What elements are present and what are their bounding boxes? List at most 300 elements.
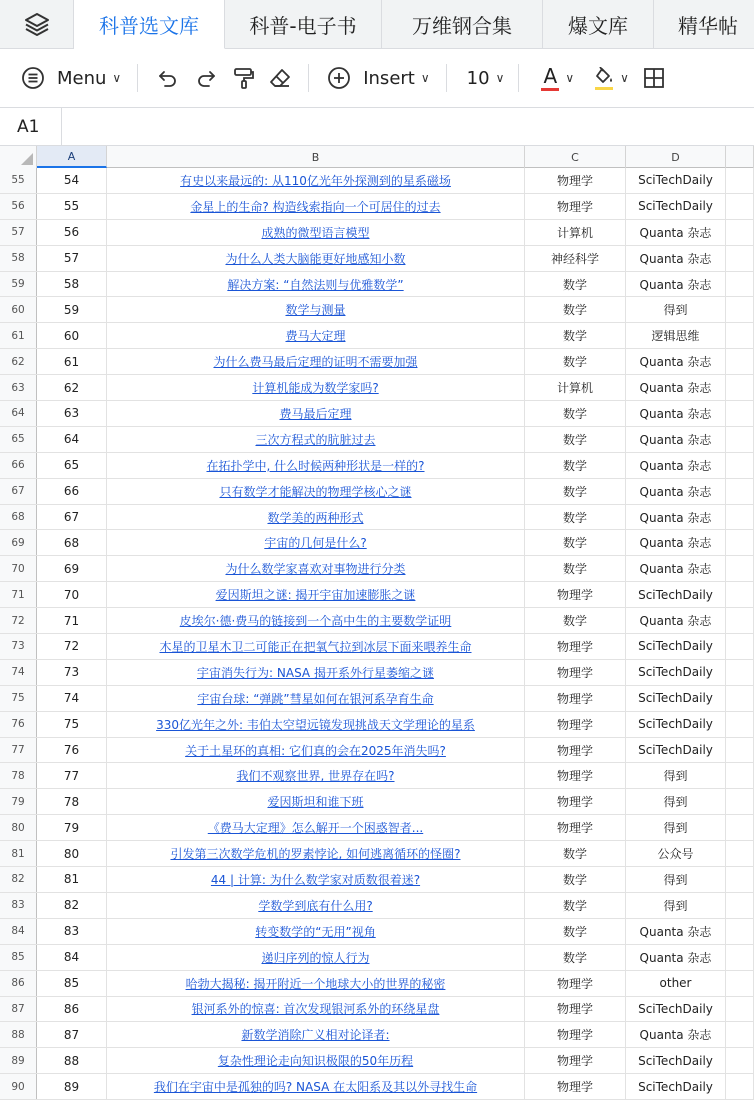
cell-d[interactable]: 公众号 (626, 841, 726, 866)
cell-d[interactable]: Quanta 杂志 (626, 401, 726, 426)
column-header-d[interactable]: D (626, 146, 726, 168)
row-number[interactable]: 56 (0, 194, 37, 219)
article-link[interactable]: 学数学到底有什么用? (258, 898, 373, 913)
cell-b[interactable] (107, 634, 525, 659)
article-link[interactable]: 数学与测量 (285, 303, 346, 318)
row-number[interactable]: 76 (0, 712, 37, 737)
cell-e[interactable] (726, 1048, 754, 1073)
cell-d[interactable]: other (626, 971, 726, 996)
tab-sheet-3[interactable]: 万维钢合集 (382, 0, 543, 48)
formula-input[interactable] (62, 108, 754, 146)
cell-a[interactable]: 65 (37, 453, 107, 478)
table-row (0, 867, 754, 893)
row-number[interactable]: 62 (0, 349, 37, 374)
cell-a[interactable]: 66 (37, 479, 107, 504)
row-number[interactable]: 79 (0, 789, 37, 814)
cell-a[interactable]: 86 (37, 997, 107, 1022)
row-number[interactable]: 81 (0, 841, 37, 866)
row-number[interactable]: 61 (0, 323, 37, 348)
cell-a[interactable]: 87 (37, 1022, 107, 1047)
toolbar-divider (518, 64, 519, 92)
article-link[interactable]: 在拓扑学中, 什么时候两种形状是一样的? (206, 458, 425, 473)
article-link[interactable]: 解决方案: “自然法则与优雅数学” (227, 277, 404, 292)
cell-b[interactable] (107, 272, 525, 297)
article-link[interactable]: 有史以来最远的: 从110亿光年外探测到的星系磁场 (180, 173, 451, 188)
cell-b[interactable] (107, 893, 525, 918)
cell-b[interactable] (107, 945, 525, 970)
cell-a[interactable]: 88 (37, 1048, 107, 1073)
cell-b[interactable] (107, 608, 525, 633)
cell-b[interactable] (107, 401, 525, 426)
row-number[interactable]: 58 (0, 246, 37, 271)
clear-format-button[interactable] (268, 58, 292, 98)
cell-c[interactable]: 数学 (525, 453, 626, 478)
cell-b[interactable] (107, 427, 525, 452)
cell-d[interactable]: Quanta 杂志 (626, 1022, 726, 1047)
cell-e[interactable] (726, 919, 754, 944)
cell-d[interactable]: Quanta 杂志 (626, 505, 726, 530)
cell-c[interactable]: 物理学 (525, 686, 626, 711)
article-link[interactable]: 为什么费马最后定理的证明不需要加强 (213, 355, 418, 370)
table-row (0, 582, 754, 608)
article-link[interactable]: 三次方程式的肮脏过去 (255, 432, 376, 447)
cell-a[interactable]: 85 (37, 971, 107, 996)
cell-b[interactable] (107, 375, 525, 400)
tab-sheet-2[interactable]: 科普-电子书 (225, 0, 382, 48)
table-row (0, 686, 754, 712)
cell-reference-box[interactable]: A1 (0, 108, 62, 146)
cell-a[interactable]: 84 (37, 945, 107, 970)
cell-e[interactable] (726, 323, 754, 348)
row-number[interactable]: 82 (0, 867, 37, 892)
cell-c[interactable]: 物理学 (525, 582, 626, 607)
cell-d[interactable]: SciTechDaily (626, 686, 726, 711)
table-row (0, 1022, 754, 1048)
cell-b[interactable] (107, 763, 525, 788)
column-header-e[interactable] (726, 146, 754, 168)
article-link[interactable]: 转变数学的“无用”视角 (255, 924, 376, 939)
row-number[interactable]: 86 (0, 971, 37, 996)
cell-d[interactable]: Quanta 杂志 (626, 556, 726, 581)
row-number[interactable]: 64 (0, 401, 37, 426)
article-link[interactable]: 费马最后定理 (279, 406, 352, 421)
fill-color-swatch (595, 87, 613, 90)
table-row (0, 841, 754, 867)
redo-button[interactable] (194, 58, 218, 98)
cell-d[interactable]: SciTechDaily (626, 712, 726, 737)
cell-c[interactable]: 数学 (525, 297, 626, 322)
cell-a[interactable]: 74 (37, 686, 107, 711)
cell-e[interactable] (726, 686, 754, 711)
cell-c[interactable]: 神经科学 (525, 246, 626, 271)
cell-a[interactable]: 55 (37, 194, 107, 219)
cell-d[interactable]: SciTechDaily (626, 1048, 726, 1073)
cell-b[interactable] (107, 660, 525, 685)
cell-e[interactable] (726, 479, 754, 504)
cell-a[interactable]: 75 (37, 712, 107, 737)
cell-c[interactable]: 物理学 (525, 815, 626, 840)
cell-c[interactable]: 物理学 (525, 634, 626, 659)
cell-a[interactable]: 72 (37, 634, 107, 659)
cell-b[interactable] (107, 738, 525, 763)
table-row (0, 763, 754, 789)
table-row (0, 971, 754, 997)
cell-d[interactable]: Quanta 杂志 (626, 945, 726, 970)
article-link[interactable]: 复杂性理论走向知识极限的50年历程 (217, 1054, 414, 1069)
row-number[interactable]: 83 (0, 893, 37, 918)
cell-e[interactable] (726, 945, 754, 970)
font-size-select[interactable] (467, 58, 505, 98)
table-row (0, 789, 754, 815)
cell-b[interactable] (107, 479, 525, 504)
cell-a[interactable]: 89 (37, 1074, 107, 1099)
cell-c[interactable]: 数学 (525, 867, 626, 892)
fill-color-button[interactable] (594, 58, 629, 98)
cell-a[interactable]: 83 (37, 919, 107, 944)
row-number[interactable]: 78 (0, 763, 37, 788)
article-link[interactable]: 成熟的微型语言模型 (261, 225, 370, 240)
cell-c[interactable]: 计算机 (525, 220, 626, 245)
cell-d[interactable]: Quanta 杂志 (626, 246, 726, 271)
table-row (0, 997, 754, 1023)
cell-d[interactable]: 得到 (626, 789, 726, 814)
cell-a[interactable]: 67 (37, 505, 107, 530)
cell-b[interactable] (107, 686, 525, 711)
article-link[interactable]: 我们在宇宙中是孤独的吗? NASA 在太阳系及其以外寻找生命 (153, 1080, 478, 1095)
article-link[interactable]: 330亿光年之外: 韦伯太空望远镜发现挑战天文学理论的星系 (156, 717, 475, 732)
cell-e[interactable] (726, 556, 754, 581)
table-row (0, 220, 754, 246)
cell-e[interactable] (726, 427, 754, 452)
cell-c[interactable]: 物理学 (525, 1048, 626, 1073)
table-row (0, 272, 754, 298)
cell-c[interactable]: 数学 (525, 841, 626, 866)
cell-a[interactable]: 60 (37, 323, 107, 348)
cell-d[interactable]: Quanta 杂志 (626, 349, 726, 374)
cell-d[interactable]: Quanta 杂志 (626, 272, 726, 297)
cell-c[interactable]: 物理学 (525, 660, 626, 685)
cell-e[interactable] (726, 634, 754, 659)
cell-a[interactable]: 76 (37, 738, 107, 763)
cell-d[interactable]: 得到 (626, 763, 726, 788)
article-link[interactable]: 银河系外的惊喜: 首次发现银河系外的环绕星盘 (191, 1002, 440, 1017)
cell-a[interactable]: 54 (37, 168, 107, 193)
table-row (0, 634, 754, 660)
cell-e[interactable] (726, 375, 754, 400)
article-link[interactable]: 费马大定理 (285, 329, 346, 344)
cell-e[interactable] (726, 453, 754, 478)
cell-d[interactable]: 得到 (626, 815, 726, 840)
article-link[interactable]: 宇宙台球: “弹跳”彗星如何在银河系孕育生命 (197, 691, 434, 706)
row-number[interactable]: 90 (0, 1074, 37, 1099)
cell-e[interactable] (726, 867, 754, 892)
row-number[interactable]: 80 (0, 815, 37, 840)
table-row (0, 479, 754, 505)
cell-d[interactable]: Quanta 杂志 (626, 919, 726, 944)
row-number[interactable]: 67 (0, 479, 37, 504)
cell-c[interactable]: 数学 (525, 893, 626, 918)
cell-a[interactable]: 68 (37, 530, 107, 555)
cell-c[interactable]: 物理学 (525, 738, 626, 763)
cell-e[interactable] (726, 1074, 754, 1099)
cell-e[interactable] (726, 1022, 754, 1047)
paint-roller-icon (232, 66, 256, 90)
article-link[interactable]: 《费马大定理》怎么解开一个困惑智者... (207, 821, 424, 836)
menu-button[interactable] (21, 58, 121, 98)
article-link[interactable]: 递归序列的惊人行为 (261, 950, 370, 965)
cell-d[interactable]: Quanta 杂志 (626, 375, 726, 400)
borders-button[interactable] (643, 58, 665, 98)
cell-b[interactable] (107, 530, 525, 555)
cell-a[interactable]: 71 (37, 608, 107, 633)
cell-a[interactable]: 64 (37, 427, 107, 452)
cell-c[interactable]: 数学 (525, 530, 626, 555)
cell-e[interactable] (726, 530, 754, 555)
cell-d[interactable]: 得到 (626, 867, 726, 892)
row-number[interactable]: 75 (0, 686, 37, 711)
article-link[interactable]: 新数学消除广义相对论译者: (241, 1028, 390, 1043)
undo-icon (156, 66, 180, 90)
row-number[interactable]: 60 (0, 297, 37, 322)
tab-sheet-1[interactable]: 科普选文库 (74, 0, 225, 49)
article-link[interactable]: 金星上的生命? 构造线索指向一个可居住的过去 (190, 199, 441, 214)
cell-a[interactable]: 78 (37, 789, 107, 814)
cell-b[interactable] (107, 712, 525, 737)
cell-d[interactable]: SciTechDaily (626, 168, 726, 193)
row-number[interactable]: 71 (0, 582, 37, 607)
cell-d[interactable]: SciTechDaily (626, 634, 726, 659)
row-number[interactable]: 77 (0, 738, 37, 763)
cell-d[interactable]: 得到 (626, 893, 726, 918)
cell-c[interactable]: 数学 (525, 608, 626, 633)
column-header-b[interactable]: B (107, 146, 525, 168)
format-painter-button[interactable] (232, 58, 256, 98)
cell-d[interactable]: Quanta 杂志 (626, 453, 726, 478)
layers-app-button[interactable] (0, 0, 74, 48)
undo-button[interactable] (156, 58, 180, 98)
cell-c[interactable]: 物理学 (525, 763, 626, 788)
cell-c[interactable]: 物理学 (525, 168, 626, 193)
cell-d[interactable]: Quanta 杂志 (626, 608, 726, 633)
cell-b[interactable] (107, 556, 525, 581)
row-number[interactable]: 73 (0, 634, 37, 659)
row-number[interactable]: 59 (0, 272, 37, 297)
row-number[interactable]: 70 (0, 556, 37, 581)
cell-a[interactable]: 82 (37, 893, 107, 918)
cell-a[interactable]: 58 (37, 272, 107, 297)
cell-c[interactable]: 物理学 (525, 789, 626, 814)
cell-c[interactable]: 物理学 (525, 1074, 626, 1099)
cell-b[interactable] (107, 1048, 525, 1073)
article-link[interactable]: 为什么人类大脑能更好地感知小数 (225, 251, 406, 266)
cell-e[interactable] (726, 997, 754, 1022)
sheet-tab-bar (0, 0, 754, 49)
cell-d[interactable]: SciTechDaily (626, 660, 726, 685)
cell-b[interactable] (107, 349, 525, 374)
text-color-button[interactable] (541, 58, 574, 98)
article-link[interactable]: 我们不观察世界, 世界存在吗? (236, 769, 395, 784)
article-link[interactable]: 木星的卫星木卫二可能正在把氧气拉到冰层下面来喂养生命 (159, 639, 472, 654)
cell-b[interactable] (107, 1074, 525, 1099)
column-header-c[interactable]: C (525, 146, 626, 168)
cell-c[interactable]: 数学 (525, 945, 626, 970)
cell-c[interactable]: 数学 (525, 479, 626, 504)
row-number[interactable]: 68 (0, 505, 37, 530)
row-number[interactable]: 89 (0, 1048, 37, 1073)
row-number[interactable]: 74 (0, 660, 37, 685)
row-number[interactable]: 63 (0, 375, 37, 400)
column-header-a[interactable]: A (37, 146, 107, 168)
cell-c[interactable]: 数学 (525, 505, 626, 530)
cell-a[interactable]: 57 (37, 246, 107, 271)
cell-d[interactable]: Quanta 杂志 (626, 220, 726, 245)
cell-e[interactable] (726, 168, 754, 193)
cell-e[interactable] (726, 582, 754, 607)
cell-a[interactable]: 62 (37, 375, 107, 400)
cell-c[interactable]: 物理学 (525, 712, 626, 737)
cell-e[interactable] (726, 763, 754, 788)
cell-e[interactable] (726, 712, 754, 737)
cell-b[interactable] (107, 815, 525, 840)
cell-c[interactable]: 数学 (525, 323, 626, 348)
cell-c[interactable]: 物理学 (525, 997, 626, 1022)
article-link[interactable]: 哈勃大揭秘: 揭开附近一个地球大小的世界的秘密 (185, 976, 446, 991)
row-number[interactable]: 84 (0, 919, 37, 944)
cell-e[interactable] (726, 660, 754, 685)
cell-a[interactable]: 69 (37, 556, 107, 581)
row-number[interactable]: 69 (0, 530, 37, 555)
cell-b[interactable] (107, 194, 525, 219)
cell-e[interactable] (726, 272, 754, 297)
cell-b[interactable] (107, 220, 525, 245)
cell-c[interactable]: 数学 (525, 272, 626, 297)
cell-d[interactable]: Quanta 杂志 (626, 530, 726, 555)
cell-c[interactable]: 物理学 (525, 1022, 626, 1047)
row-number[interactable]: 66 (0, 453, 37, 478)
cell-c[interactable]: 数学 (525, 401, 626, 426)
row-number[interactable]: 87 (0, 997, 37, 1022)
cell-c[interactable]: 数学 (525, 427, 626, 452)
cell-b[interactable] (107, 789, 525, 814)
cell-e[interactable] (726, 608, 754, 633)
table-row (0, 556, 754, 582)
cell-a[interactable]: 59 (37, 297, 107, 322)
cell-b[interactable] (107, 505, 525, 530)
row-number[interactable]: 55 (0, 168, 37, 193)
article-link[interactable]: 爱因斯坦和谁下班 (267, 795, 364, 810)
cell-c[interactable]: 计算机 (525, 375, 626, 400)
cell-e[interactable] (726, 738, 754, 763)
cell-a[interactable]: 77 (37, 763, 107, 788)
cell-b[interactable] (107, 582, 525, 607)
table-row (0, 919, 754, 945)
article-link[interactable]: 只有数学才能解决的物理学核心之谜 (219, 484, 412, 499)
cell-d[interactable]: Quanta 杂志 (626, 427, 726, 452)
cell-b[interactable] (107, 971, 525, 996)
cell-d[interactable]: SciTechDaily (626, 194, 726, 219)
row-number[interactable]: 65 (0, 427, 37, 452)
cell-b[interactable] (107, 453, 525, 478)
cell-d[interactable]: Quanta 杂志 (626, 479, 726, 504)
cell-b[interactable] (107, 297, 525, 322)
cell-a[interactable]: 73 (37, 660, 107, 685)
cell-d[interactable]: 逻辑思维 (626, 323, 726, 348)
article-link[interactable]: 爱因斯坦之谜: 揭开宇宙加速膨胀之谜 (215, 588, 416, 603)
article-link[interactable]: 44 | 计算: 为什么数学家对质数很着迷? (210, 872, 421, 887)
cell-b[interactable] (107, 1022, 525, 1047)
article-link[interactable]: 皮埃尔·德·费马的链接到一个高中生的主要数学证明 (179, 614, 452, 629)
cell-a[interactable]: 56 (37, 220, 107, 245)
article-link[interactable]: 计算机能成为数学家吗? (252, 381, 379, 396)
cell-b[interactable] (107, 867, 525, 892)
cell-e[interactable] (726, 349, 754, 374)
cell-d[interactable]: SciTechDaily (626, 997, 726, 1022)
select-all-corner[interactable] (0, 146, 37, 168)
cell-a[interactable]: 81 (37, 867, 107, 892)
cell-c[interactable]: 数学 (525, 556, 626, 581)
redo-icon (194, 66, 218, 90)
article-link[interactable]: 关于土星环的真相: 它们真的会在2025年消失吗? (185, 743, 446, 758)
table-row (0, 608, 754, 634)
article-link[interactable]: 数学美的两种形式 (267, 510, 364, 525)
cell-e[interactable] (726, 220, 754, 245)
cell-b[interactable] (107, 919, 525, 944)
cell-b[interactable] (107, 841, 525, 866)
tab-sheet-5[interactable]: 精华帖 (678, 13, 738, 38)
cell-a[interactable]: 80 (37, 841, 107, 866)
cell-a[interactable]: 79 (37, 815, 107, 840)
article-link[interactable]: 宇宙的几何是什么? (264, 536, 367, 551)
cell-d[interactable]: SciTechDaily (626, 582, 726, 607)
insert-button[interactable] (327, 58, 429, 98)
borders-icon (643, 67, 665, 89)
row-number[interactable]: 72 (0, 608, 37, 633)
cell-e[interactable] (726, 893, 754, 918)
cell-e[interactable] (726, 246, 754, 271)
cell-b[interactable] (107, 168, 525, 193)
cell-c[interactable]: 物理学 (525, 194, 626, 219)
cell-e[interactable] (726, 815, 754, 840)
row-number[interactable]: 88 (0, 1022, 37, 1047)
cell-e[interactable] (726, 971, 754, 996)
cell-a[interactable]: 61 (37, 349, 107, 374)
cell-a[interactable]: 63 (37, 401, 107, 426)
cell-d[interactable]: SciTechDaily (626, 738, 726, 763)
cell-e[interactable] (726, 841, 754, 866)
cell-e[interactable] (726, 401, 754, 426)
table-row (0, 1074, 754, 1100)
cell-e[interactable] (726, 789, 754, 814)
cell-e[interactable] (726, 194, 754, 219)
row-number[interactable]: 57 (0, 220, 37, 245)
cell-b[interactable] (107, 997, 525, 1022)
cell-d[interactable]: SciTechDaily (626, 1074, 726, 1099)
cell-e[interactable] (726, 505, 754, 530)
article-link[interactable]: 宇宙消失行为: NASA 揭开系外行星萎缩之谜 (197, 665, 434, 680)
row-number[interactable]: 85 (0, 945, 37, 970)
cell-a[interactable]: 70 (37, 582, 107, 607)
cell-c[interactable]: 数学 (525, 349, 626, 374)
cell-e[interactable] (726, 297, 754, 322)
cell-d[interactable]: 得到 (626, 297, 726, 322)
article-link[interactable]: 引发第三次数学危机的罗素悖论, 如何逃离循环的怪圈? (170, 847, 461, 862)
cell-c[interactable]: 数学 (525, 919, 626, 944)
cell-b[interactable] (107, 323, 525, 348)
cell-c[interactable]: 物理学 (525, 971, 626, 996)
tab-sheet-4[interactable]: 爆文库 (543, 0, 654, 48)
cell-b[interactable] (107, 246, 525, 271)
article-link[interactable]: 为什么数学家喜欢对事物进行分类 (225, 562, 406, 577)
